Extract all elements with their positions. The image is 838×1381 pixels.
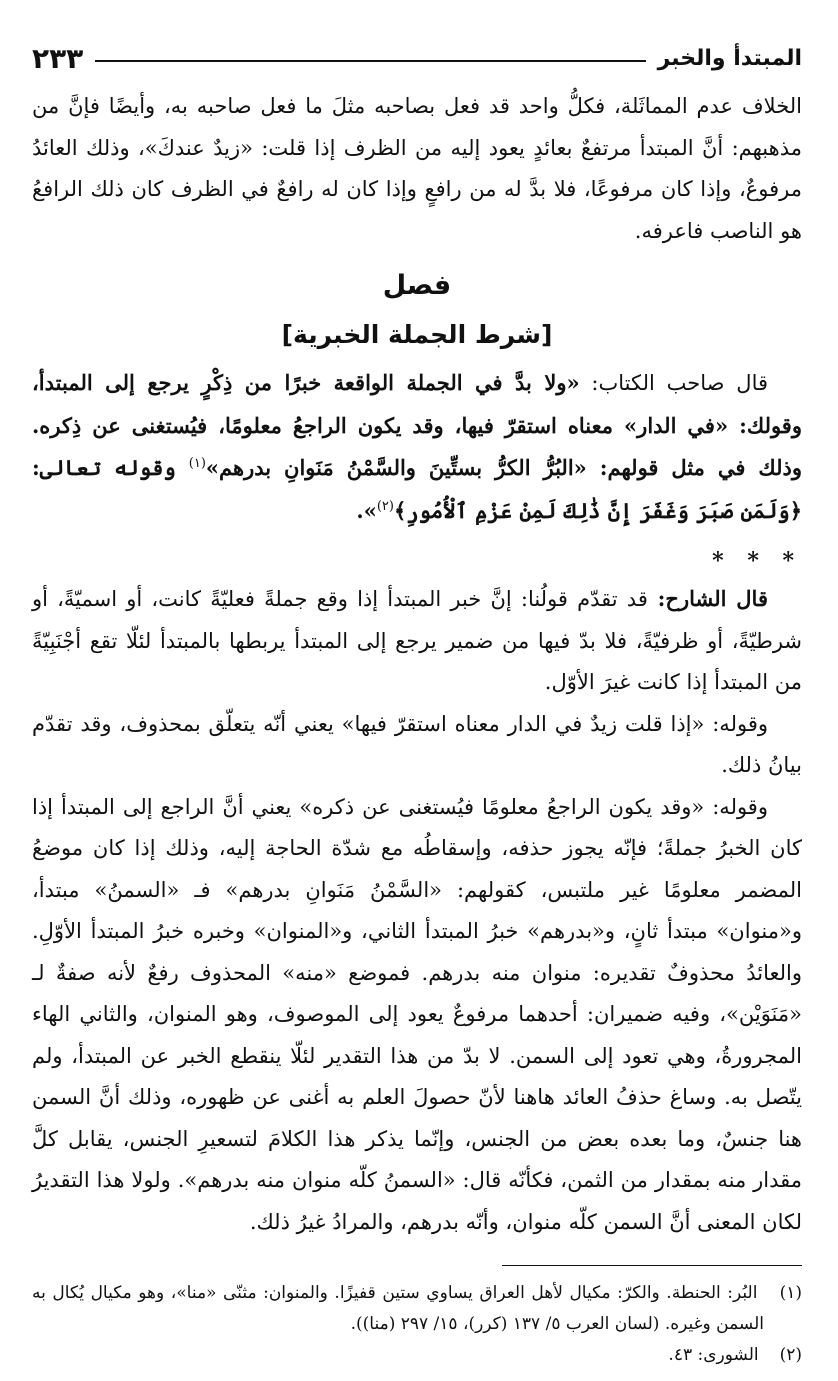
footnote-ref-1: (١)	[188, 456, 206, 471]
matn-paragraph	[32, 362, 802, 532]
section-subtitle: [شرط الجملة الخبرية]	[281, 320, 553, 349]
matn-text: «ولا بدَّ في الجملة الواقعة خبرًا من ذِكْرٍ يرجع إلى المبتدأ، وقولك: «في الدار» معناه استقرّ فيها، وقد يكون الراجعُ معلومًا، فيُستغنى عن ذِكره. وذلك في مثل قولهم: «البُرُّ الكرُّ بستِّينَ والسَّمْنُ مَنَوانِ بدرهم»	[32, 370, 802, 480]
running-header	[32, 38, 802, 78]
footnote-number: (٢)	[779, 1345, 802, 1365]
footnotes	[32, 1278, 802, 1371]
section-separator: * * *	[712, 548, 802, 574]
sharh-paragraph-1	[32, 578, 802, 704]
footnote-2	[32, 1340, 802, 1371]
sharh-text-1: قد تقدّم قولُنا: إنَّ خبر المبتدأ إذا وقع جملةً فعليّةً كانت، أو اسميّةً، أو شرطيّةً، أو ظرفيّةً، فلا بدّ فيها من ضمير يرجع إلى المبتدأ يربطها بالمبتدأ لئلّا تقع أجْنَبِيّةً من المبتدأ إذا كانت غيرَ الأوّل.	[32, 587, 802, 694]
footnote-number: (١)	[779, 1283, 802, 1303]
header-rule	[95, 60, 645, 62]
footnote-1	[32, 1278, 802, 1340]
intro-paragraph: الخلاف عدم المماثَلة، فكلُّ واحد قد فعل بصاحبه مثلَ ما فعل صاحبه به، وأيضًا فإنَّ من مذهبهم: أنَّ المبتدأ مرتفعٌ بعائدٍ يعود إليه من الظرف إذا قلت: «زيدٌ عندكَ»، وذلك العائدُ مرفوعٌ، وإذا كان مرفوعًا، فلا بدَّ له من رافعٍ وإذا كان له رافعٌ في الظرف كان ذلك الرافعُ هو الناصب فاعرفه.	[32, 94, 802, 243]
footnote-rule	[502, 1265, 802, 1266]
sharh-lead: قال الشارح:	[647, 586, 768, 611]
matn-quran: وقوله تعالى: ﴿وَلَمَن صَبَرَ وَغَفَرَ إِنَّ ذَٰلِكَ لَمِنْ عَزْمِ ٱلْأُمُورِ﴾	[32, 455, 802, 523]
chapter-title: المبتدأ والخبر	[657, 45, 802, 71]
sharh-paragraph-2: وقوله: «إذا قلت زيدٌ في الدار معناه استقرّ فيها» يعني أنّه يتعلّق بمحذوف، وقد تقدّم بيانُ ذلك.	[32, 711, 802, 777]
footnote-ref-2: (٢)	[376, 498, 394, 514]
page-number: ٢٣٣	[32, 41, 84, 75]
matn-close: ».	[356, 497, 377, 523]
section-title: فصل	[382, 270, 452, 301]
sharh-paragraph-3: وقوله: «وقد يكون الراجعُ معلومًا فيُستغنى عن ذكره» يعني أنَّ الراجع إلى المبتدأ إذا كان الخبرُ جملةً؛ فإنّه يجوز حذفه، وإسقاطُه مع شدّة الحاجة إليه، وذلك إذا كان موضعُ المضمر معلومًا غير ملتبس، كقولهم: «السَّمْنُ مَنَوانِ بدرهم» فـ «السمنُ» مبتدأ، و«منوان» مبتدأ ثانٍ، و«بدرهم» خبرُ المبتدأ الثاني، و«المنوان» وخبره خبرُ المبتدأ الأوّلِ. والعائدُ محذوفٌ تقديره: منوان منه بدرهم. فموضع «منه» المحذوف رفعٌ لأنه صفةٌ لـ «مَنَوَيْن»، وفيه ضميران: أحدهما مرفوعٌ يعود إلى الموصوف، وهو المنوان، والثاني الهاء المجرورةُ، وهي تعود إلى السمن. لا بدّ من هذا التقدير لئلّا ينقطع الخبر عن المبتدأ، ولم يتّصل به. وساغ حذفُ العائد هاهنا لأنّ حصولَ العلم به أغنى عن ظهوره، وذلك أنَّ السمن هنا جنسٌ، وما بعده بعض من الجنس، وإنّما يذكر هذا الكلامَ لتسعيرِ الجنس، يقابل كلَّ مقدار منه بمقدار من الثمن، فكأنّه قال: «السمنُ كلّه منوان منه بدرهم». ولولا هذا التقديرُ لكان المعنى أنَّ السمن كلّه منوان، وأنّه بدرهم، والمرادُ غيرُ ذلك.	[32, 794, 802, 1234]
footnote-text: الشورى: ٤٣.	[668, 1345, 759, 1365]
footnote-text: البُر: الحنطة. والكرّ: مكيال لأهل العراق يساوي ستين قفيزًا. والمنوان: مثنّى «منا»، وهو مكيال يُكال به السمن وغيره. (لسان العرب ٥/ ١٣٧ (كرر)، ١٥/ ٢٩٧ (منا)).	[32, 1283, 764, 1334]
matn-lead: قال صاحب الكتاب:	[579, 371, 769, 395]
